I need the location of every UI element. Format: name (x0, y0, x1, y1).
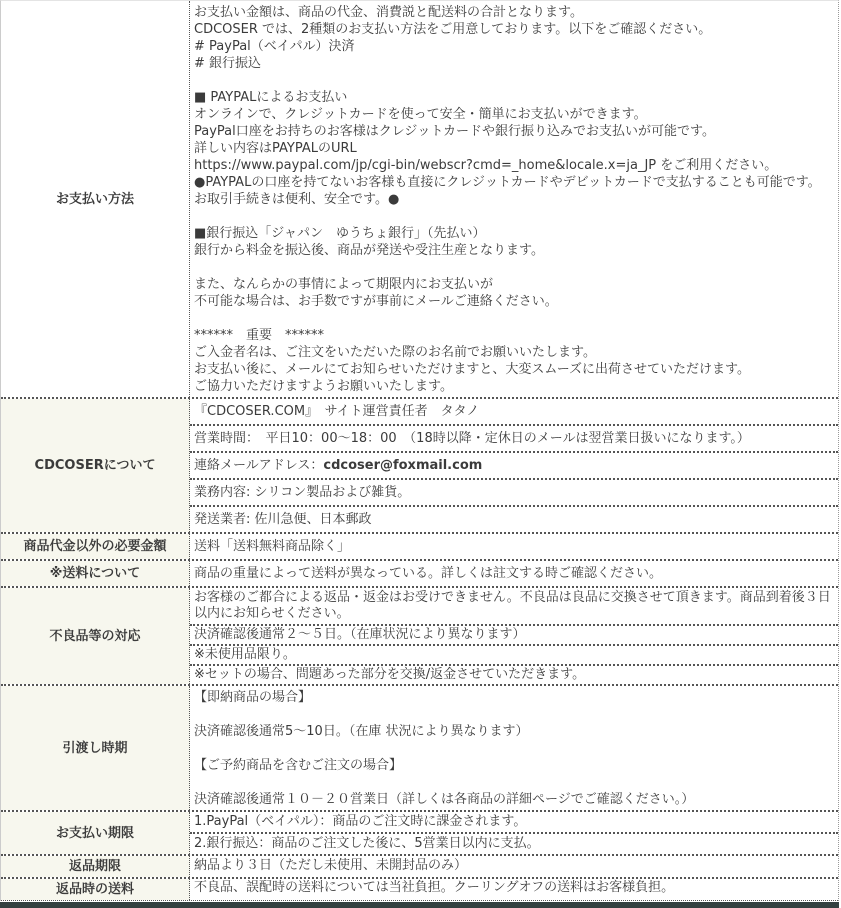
row-content-about (190, 399, 838, 532)
row-content-return-shipping (190, 879, 838, 900)
row-label-extra-fees (1, 534, 190, 559)
defective-policy-text: お客様のご都合による返品・返金はお受けできません。不良品は良品に交換させて頂きます。商品到着後３日以内にお知らせください。 (194, 590, 831, 621)
row-label-return-deadline (1, 856, 190, 877)
row-label-text: 返品期限 (68, 859, 121, 874)
table-row-extra-fees (1, 532, 838, 559)
row-content-return-deadline (190, 856, 838, 877)
row-content-extra-fees (190, 534, 838, 559)
table-row-payment-method (1, 1, 838, 397)
defective-unused-only-text: ※未使用品限り。 (190, 644, 838, 664)
table-row-delivery-time (1, 684, 838, 810)
row-label-text: お支払い方法 (55, 191, 134, 207)
defective-exchange-time-text: 決済確認後通常２～５日。（在庫状況により異なります） (190, 624, 838, 644)
contact-email-cell (190, 451, 838, 478)
payment-method-text: お支払い金額は、商品の代金、消費説と配送料の合計となります。 CDCOSER では、2種類のお支払い方法をご用意しております。以下をご確認ください。 # PayPal（ベイパル）決済 # 銀行振込 ■ PAYPALによるお支払い オンラインで、クレジットカードを使って安全・簡単にお支払いができます。 PayPal口座をお持ちのお客様はクレジットカードや銀行振り込みでお支払いが可能です。 詳しい内容はPAYPALのURL https://www.paypal.com/jp/cgi-bin/webscr?cmd=_home&locale.x=ja_JP をご利用ください。 ●PAYPALの口座を持てないお客様も直接にクレジットカードやデビットカードで支払することも可能です。 お取引手続きは便利、安全です。● ■銀行振込「ジャパン ゆうちょ銀行」（先払い） 銀行から料金を振込後、商品が発送や受注生産となります。 また、なんらかの事情によって期限内にお支払いが 不可能な場合は、お手数ですが事前にメールご連絡ください。 ****** 重要 ****** ご入金者名は、ご注文をいただいた際のお名前でお願いいたします。 お支払い後に、メールにてお知らせいただけますと、大変スムーズに出荷させていただけます。 ご協力いただけますようお願いいたします。 (194, 5, 821, 394)
row-label-return-shipping (1, 879, 190, 900)
contact-email: cdcoser@foxmail.com (323, 458, 483, 473)
row-label-about (1, 399, 190, 532)
row-label-payment-method (1, 1, 190, 397)
row-label-payment-deadline (1, 812, 190, 854)
row-label-text: 商品代金以外の必要金額 (23, 539, 167, 554)
table-row-shipping-fee (1, 559, 838, 586)
row-content-payment-deadline (190, 812, 838, 854)
shipping-carrier-text: 発送業者: 佐川急便、日本郵政 (190, 505, 838, 532)
row-content-defective-items (190, 588, 838, 684)
row-label-text: ※送料について (49, 566, 141, 581)
return-deadline-text: 納品より３日（ただし未使用、未開封品のみ） (194, 858, 468, 873)
row-label-text: 返品時の送料 (55, 882, 134, 897)
table-row-return-deadline (1, 854, 838, 877)
business-content-text: 業務内容: シリコン製品および雑貨。 (190, 478, 838, 505)
table-row-about (1, 397, 838, 532)
section-divider-bar (0, 902, 839, 908)
table-row-payment-deadline (1, 810, 838, 854)
row-label-text: CDCOSERについて (34, 458, 156, 473)
row-label-text: 引渡し時期 (62, 740, 128, 756)
shipping-fee-text: 商品の重量によって送料が異なっている。詳しくは註文する時ご確認ください。 (194, 566, 663, 581)
row-content-payment-method (190, 1, 838, 397)
business-hours-text: 営業時間： 平日10：00～18：00 （18時以降・定休日のメールは翌営業日扱いになります。） (190, 424, 838, 451)
payment-deadline-paypal-text: 1.PayPal（ベイパル）：商品のご注文時に課金されます。 (194, 814, 527, 829)
extra-fees-text: 送料「送料無料商品除く」 (194, 539, 351, 554)
site-operator-text: 『CDCOSER.COM』 サイト運営責任者 タタノ (194, 404, 480, 419)
row-label-delivery-time (1, 686, 190, 810)
row-content-shipping-fee (190, 561, 838, 586)
return-shipping-text: 不良品、誤配時の送料については当社負担。クーリングオフの送料はお客様負担。 (194, 880, 675, 895)
row-label-shipping-fee (1, 561, 190, 586)
delivery-time-text: 【即納商品の場合】 決済確認後通常5～10日。（在庫 状況により異なります） 【ご予約商品を含むご注文の場合】 決済確認後通常１０－２０営業日（詳しくは各商品の詳細ページでご確認ください。） (194, 690, 695, 807)
row-label-text: 不良品等の対応 (49, 628, 141, 644)
row-content-delivery-time (190, 686, 838, 810)
row-label-text: お支払い期限 (55, 825, 134, 841)
payment-deadline-bank-text: 2.銀行振込：商品のご注文した後に、5営業日以内に支払。 (190, 832, 838, 854)
contact-email-label: 連絡メールアドレス： (194, 458, 324, 473)
table-row-return-shipping (1, 877, 838, 901)
defective-set-text: ※セットの場合、問題あった部分を交換/返金させていただきます。 (190, 664, 838, 684)
row-label-defective-items (1, 588, 190, 684)
table-row-defective-items (1, 586, 838, 684)
